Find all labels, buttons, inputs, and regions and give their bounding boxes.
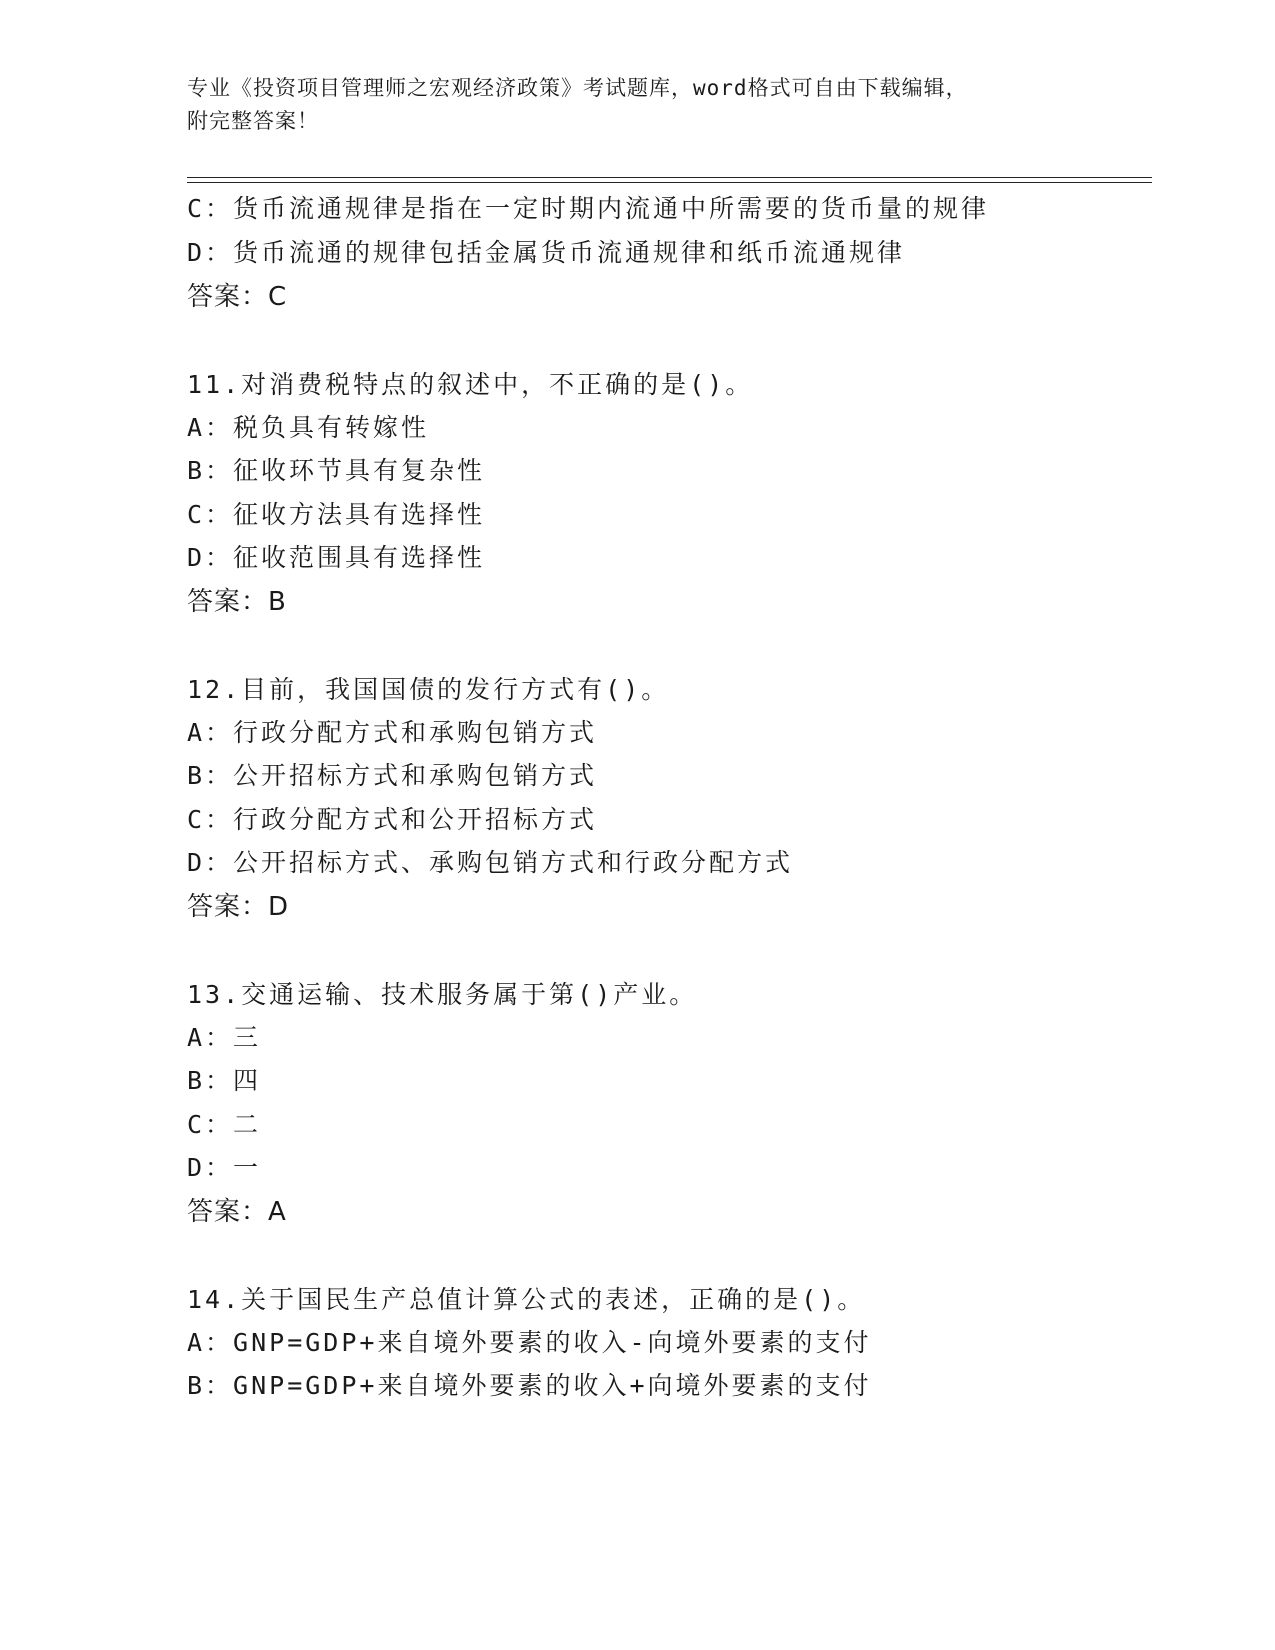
question-12: 12.目前，我国国债的发行方式有()。 [187,675,670,704]
q13-option-b: B：四 [187,1066,262,1095]
header-line-2: 附完整答案！ [187,109,319,133]
q13-option-d: D：一 [187,1153,262,1182]
q11-answer: 答案：B [187,587,287,617]
header-divider-bottom [187,182,1152,183]
q11-option-d: D：征收范围具有选择性 [187,543,486,572]
q11-option-b: B：征收环节具有复杂性 [187,456,486,485]
question-14: 14.关于国民生产总值计算公式的表述，正确的是()。 [187,1285,866,1314]
q11-option-c: C：征收方法具有选择性 [187,500,486,529]
q12-option-b: B：公开招标方式和承购包销方式 [187,761,598,790]
question-11: 11.对消费税特点的叙述中，不正确的是()。 [187,370,754,399]
option-c: C：货币流通规律是指在一定时期内流通中所需要的货币量的规律 [187,194,990,223]
q13-option-a: A：三 [187,1023,262,1052]
question-13: 13.交通运输、技术服务属于第()产业。 [187,980,698,1009]
document-header [187,72,1087,138]
q14-option-a: A：GNP=GDP+来自境外要素的收入-向境外要素的支付 [187,1328,872,1357]
q11-option-a: A：税负具有转嫁性 [187,413,430,442]
q13-option-c: C：二 [187,1110,262,1139]
answer-label: 答案：C [187,282,288,312]
q12-option-a: A：行政分配方式和承购包销方式 [187,718,598,747]
q12-option-c: C：行政分配方式和公开招标方式 [187,805,598,834]
q14-option-b: B：GNP=GDP+来自境外要素的收入+向境外要素的支付 [187,1371,872,1400]
q12-option-d: D：公开招标方式、承购包销方式和行政分配方式 [187,848,794,877]
q13-answer: 答案：A [187,1197,287,1227]
header-line-1: 专业《投资项目管理师之宏观经济政策》考试题库，word格式可自由下载编辑， [187,76,968,100]
header-divider-top [187,177,1152,178]
q12-answer: 答案：D [187,892,290,922]
option-d: D：货币流通的规律包括金属货币流通规律和纸币流通规律 [187,238,906,267]
